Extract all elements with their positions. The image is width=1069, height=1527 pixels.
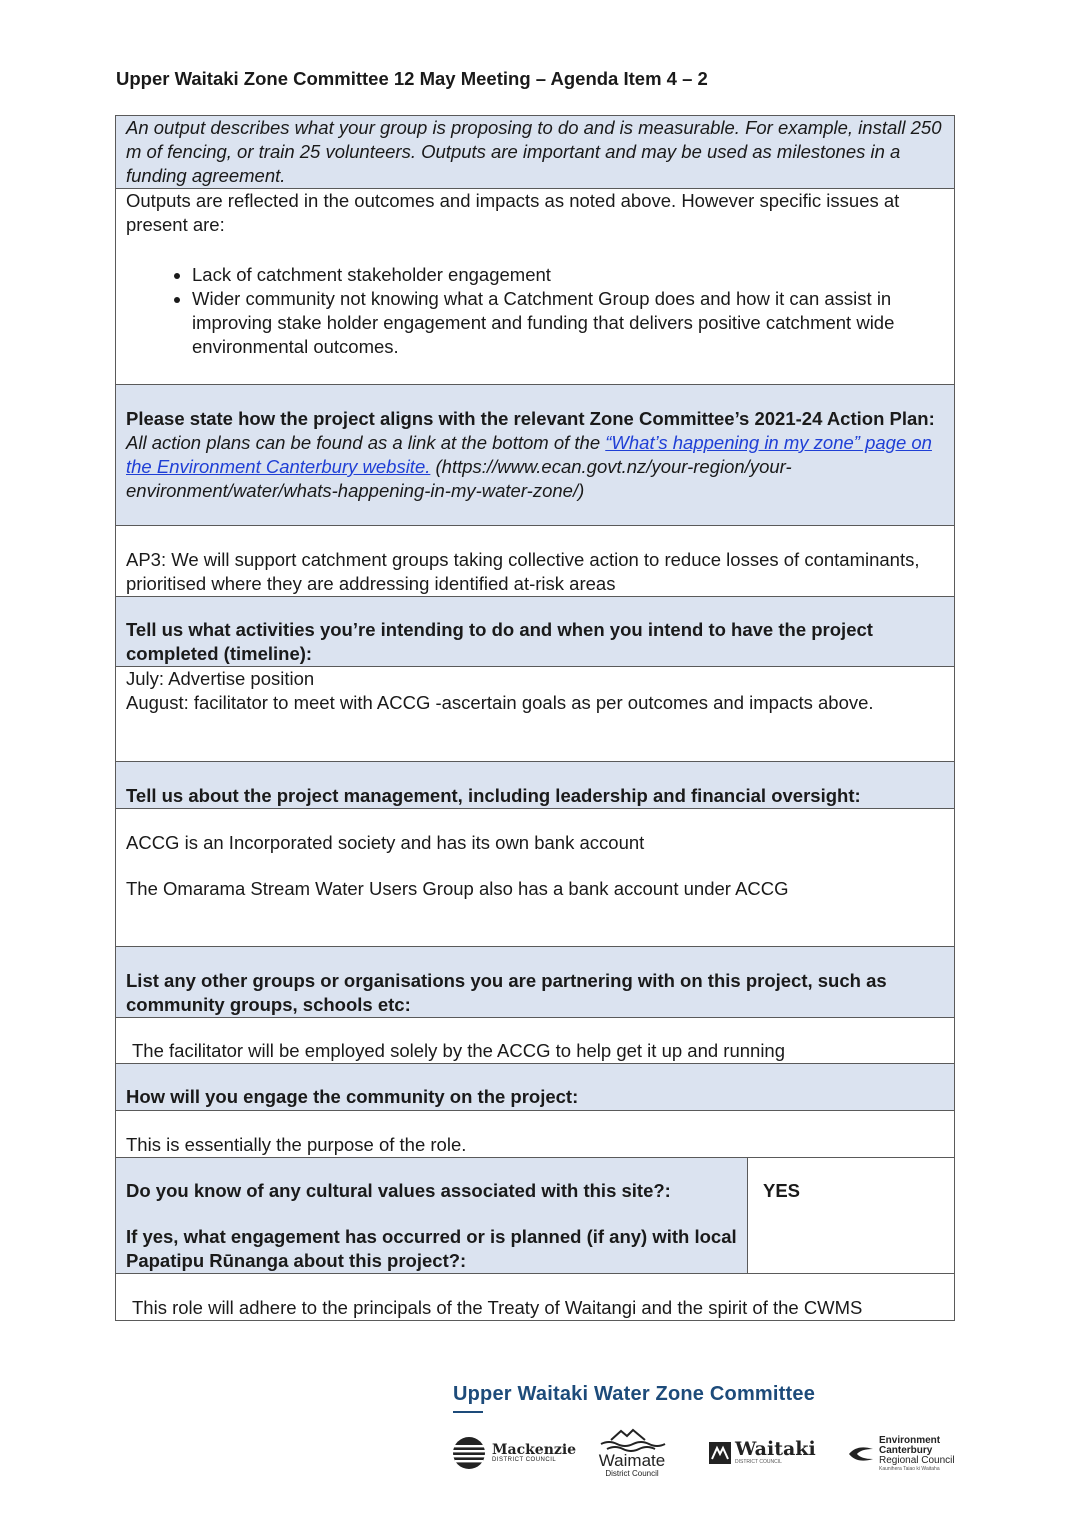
- waimate-name: Waimate: [598, 1451, 666, 1470]
- action-plan-question-row: [116, 385, 955, 526]
- partners-answer-row: [116, 1018, 955, 1064]
- outputs-intro: Outputs are reflected in the outcomes and impacts as noted above. However specific issues at present are:: [126, 190, 900, 235]
- footer-divider: [453, 1411, 483, 1413]
- timeline-answer: [116, 667, 955, 762]
- ecan-website-link[interactable]: “What’s happening in my zone” page on the Environment Canterbury website.: [126, 432, 932, 477]
- partners-question: List any other groups or organisations you are partnering with on this project, such as community groups, schools etc:: [116, 947, 955, 1018]
- action-plan-note-prefix: All action plans can be found as a link at the bottom of the: [126, 432, 606, 453]
- action-plan-question: Please state how the project aligns with the relevant Zone Committee’s 2021-24 Action Plan:: [126, 408, 935, 429]
- page-header-title: Upper Waitaki Zone Committee 12 May Meeting – Agenda Item 4 – 2: [116, 68, 708, 89]
- mackenzie-subtitle: DISTRICT COUNCIL: [492, 1457, 557, 1463]
- management-answer-row: [116, 809, 955, 947]
- management-line: The Omarama Stream Water Users Group also has a bank account under ACCG: [126, 878, 789, 899]
- outputs-prompt-row: [116, 116, 955, 189]
- waimate-mountains-icon: [597, 1428, 667, 1452]
- engagement-question: How will you engage the community on the project:: [116, 1064, 955, 1111]
- action-plan-note-suffix: (https://www.ecan.govt.nz/your-region/your-environment/water/whats-happening-in-my-water-zone/): [126, 456, 792, 501]
- outputs-prompt: An output describes what your group is proposing to do and is measurable. For example, install 250 m of fencing, or train 25 volunteers. Outputs are important and may be used as milestones in a funding agreement.: [116, 116, 955, 189]
- cultural-answer: This role will adhere to the principals of the Treaty of Waitangi and the spirit of the CWMS: [116, 1274, 955, 1321]
- management-question: Tell us about the project management, including leadership and financial oversight:: [116, 762, 955, 809]
- mackenzie-emblem-icon: [452, 1436, 486, 1470]
- cultural-answer-row: [116, 1274, 955, 1321]
- engagement-question-row: [116, 1064, 955, 1111]
- mackenzie-council-logo: [452, 1436, 576, 1470]
- timeline-line: August: facilitator to meet with ACCG -ascertain goals as per outcomes and impacts above.: [126, 692, 874, 713]
- action-plan-question-cell: [116, 385, 955, 526]
- ecan-council-logo: [847, 1436, 955, 1472]
- waimate-council-logo: [597, 1428, 667, 1478]
- timeline-question: Tell us what activities you’re intending to do and when you intend to have the project completed (timeline):: [116, 597, 955, 667]
- management-answer: [116, 809, 955, 947]
- ecan-line-2: Canterbury: [879, 1445, 933, 1456]
- waimate-subtitle: District Council: [605, 1469, 659, 1478]
- management-question-row: [116, 762, 955, 809]
- partners-answer: The facilitator will be employed solely by the ACCG to help get it up and running: [116, 1018, 955, 1064]
- management-line: ACCG is an Incorporated society and has its own bank account: [126, 832, 645, 853]
- ecan-line-3: Regional Council: [879, 1455, 955, 1466]
- waitaki-council-logo: [709, 1440, 816, 1465]
- engagement-answer: This is essentially the purpose of the role.: [116, 1111, 955, 1158]
- mackenzie-name: Mackenzie: [492, 1442, 577, 1458]
- partners-question-row: [116, 947, 955, 1018]
- cultural-question-row: [116, 1158, 955, 1274]
- action-plan-answer: AP3: We will support catchment groups taking collective action to reduce losses of contaminants, prioritised where they are addressing identified at-risk areas: [116, 526, 955, 597]
- timeline-question-row: [116, 597, 955, 667]
- waitaki-name: Waitaki: [735, 1438, 816, 1460]
- engagement-answer-row: [116, 1111, 955, 1158]
- timeline-answer-row: [116, 667, 955, 762]
- cultural-question-cell: [116, 1158, 748, 1274]
- cultural-yes-answer: YES: [748, 1158, 955, 1274]
- outputs-bullet: • Lack of catchment stakeholder engagement: [192, 263, 944, 287]
- outputs-answer-row: [116, 189, 955, 385]
- cultural-question-1: Do you know of any cultural values associated with this site?:: [126, 1180, 671, 1201]
- ecan-line-1: Environment: [879, 1435, 941, 1446]
- action-plan-note: [126, 431, 944, 503]
- cultural-question-2: If yes, what engagement has occurred or is planned (if any) with local Papatipu Rūnanga about this project?:: [126, 1226, 737, 1271]
- ecan-line-4: Kaunihera Taiao ki Waitaha: [879, 1466, 940, 1472]
- outputs-answer: [116, 189, 955, 385]
- timeline-line: July: Advertise position: [126, 668, 315, 689]
- waitaki-emblem-icon: [709, 1442, 731, 1464]
- ecan-emblem-icon: [847, 1443, 877, 1465]
- waitaki-subtitle: DISTRICT COUNCIL: [735, 1459, 782, 1465]
- outputs-bullet: • Wider community not knowing what a Catchment Group does and how it can assist in improving stake holder engagement and funding that delivers positive catchment wide environmental outcomes.: [192, 287, 944, 359]
- action-plan-answer-row: [116, 526, 955, 597]
- outputs-bullet-list: [126, 263, 944, 359]
- application-form-table: [115, 115, 955, 1321]
- footer-zone-committee-title: Upper Waitaki Water Zone Committee: [453, 1383, 816, 1405]
